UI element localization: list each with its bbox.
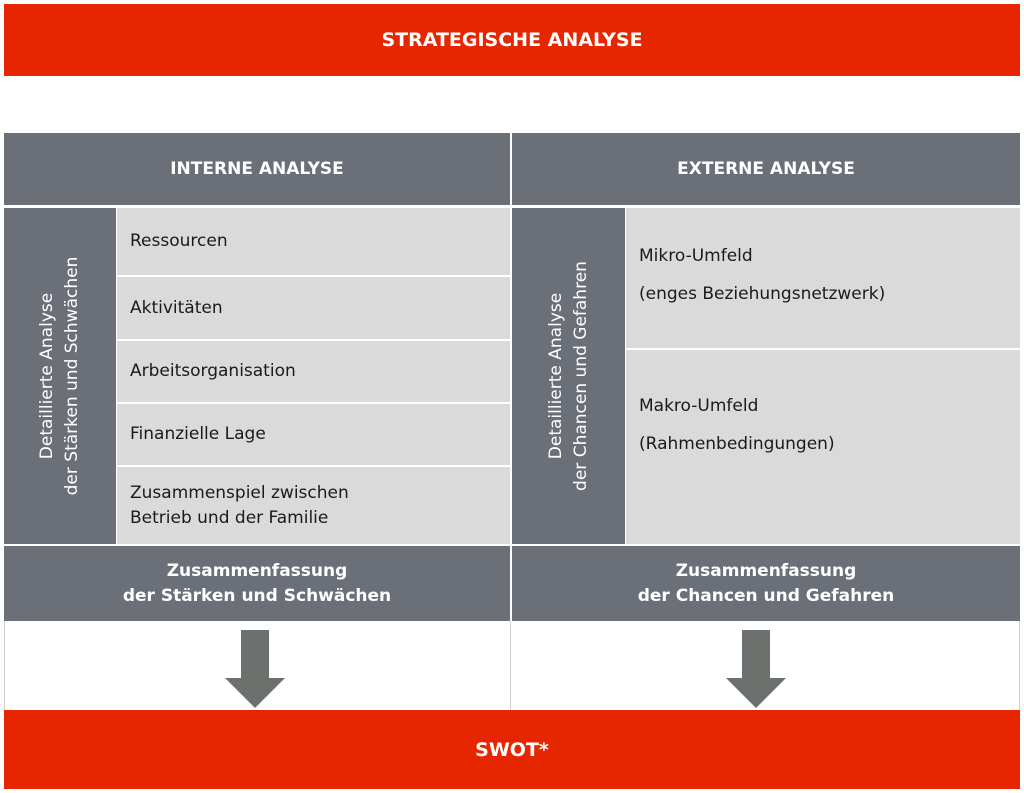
internal-summary-line2: der Stärken und Schwächen bbox=[122, 585, 392, 606]
arrow-down-icon bbox=[225, 630, 285, 708]
internal-analysis-header-text: INTERNE ANALYSE bbox=[170, 159, 344, 179]
internal-item-interplay bbox=[117, 467, 510, 544]
internal-item-label: Ressourcen bbox=[130, 231, 228, 251]
internal-item-resources bbox=[117, 208, 510, 275]
internal-item-label: Aktivitäten bbox=[130, 297, 223, 318]
internal-side-line1: Detaillierte Analyse bbox=[37, 292, 57, 460]
internal-item-label: Finanzielle Lage bbox=[130, 424, 266, 444]
internal-item-activities bbox=[117, 277, 510, 339]
internal-item-label: Zusammenspiel zwischen bbox=[130, 482, 349, 503]
internal-side-label bbox=[4, 208, 116, 544]
external-side-label bbox=[512, 208, 625, 544]
external-item-micro-environment bbox=[626, 208, 1020, 348]
swot-banner bbox=[4, 710, 1020, 789]
internal-item-work-organisation bbox=[117, 341, 510, 402]
external-analysis-header bbox=[512, 133, 1020, 205]
external-item-label-line2: (enges Beziehungsnetzwerk) bbox=[639, 284, 886, 304]
external-item-macro-environment bbox=[626, 350, 1020, 544]
external-item-label-line2: (Rahmenbedingungen) bbox=[639, 434, 835, 454]
internal-summary bbox=[4, 546, 510, 621]
external-side-line2: der Chancen und Gefahren bbox=[570, 261, 591, 491]
swot-text: SWOT* bbox=[475, 738, 549, 761]
external-summary-line2: der Chancen und Gefahren bbox=[637, 585, 895, 606]
arrow-down-icon bbox=[726, 630, 786, 708]
internal-summary-line1: Zusammenfassung bbox=[166, 560, 348, 581]
external-summary-line1: Zusammenfassung bbox=[675, 560, 857, 581]
internal-item-financial-situation bbox=[117, 404, 510, 465]
internal-item-label-line2: Betrieb und der Familie bbox=[130, 507, 329, 528]
internal-analysis-header bbox=[4, 133, 510, 205]
external-summary bbox=[512, 546, 1020, 621]
external-item-label: Mikro-Umfeld bbox=[639, 246, 753, 266]
title-text: STRATEGISCHE ANALYSE bbox=[381, 29, 643, 51]
internal-side-line2: der Stärken und Schwächen bbox=[62, 256, 82, 496]
title-banner bbox=[4, 4, 1020, 76]
external-analysis-header-text: EXTERNE ANALYSE bbox=[677, 159, 855, 179]
internal-item-label: Arbeitsorganisation bbox=[130, 361, 296, 381]
external-side-line1: Detaillierte Analyse bbox=[545, 292, 566, 460]
external-item-label: Makro-Umfeld bbox=[639, 396, 759, 416]
